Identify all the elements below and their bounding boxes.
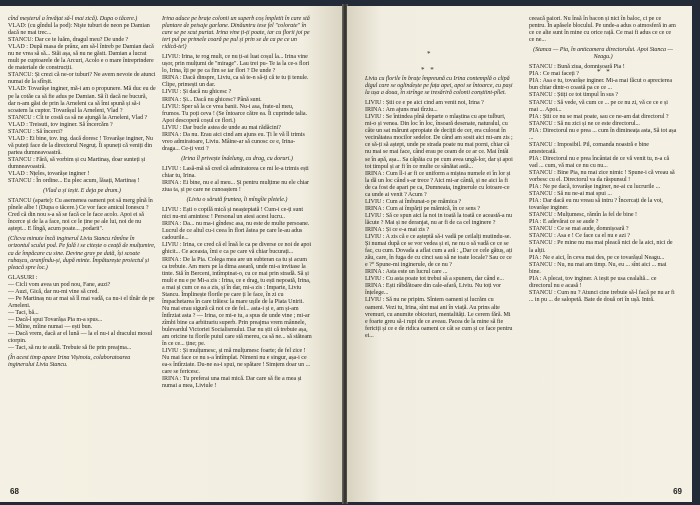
dialogue-line: STANCU : Asa e ! Ce face ca el nu e azi ?: [529, 233, 631, 240]
dialogue-line: STANCU : În ordine... Eu plec acum, lăsați, Martinaș !: [8, 178, 140, 185]
dialogue-line: STANCU : Să nu ne-ai mai spui ...: [529, 191, 612, 198]
dialogue-line: GLASURI :: [8, 274, 38, 281]
stage-direction: (Liviu o sărută fruntea, îi mîngîie pletele.): [186, 197, 288, 204]
dialogue-line: PIA : E adevărat ce se aude ?: [529, 219, 599, 226]
dialogue-line: IRINA : De la Pia. Colega mea are un subteran ca tu și acum ca trebuie. Am mers pe la dima aseară, unde mi-a invitase la tinte. Stă în Berceni, intîmpinat-o, cu ce mai prin stradă. Să și mult e nu e pe Mi-a zis : Irina, ce e drag, tu ești nepoată, Irina, a mai și cum ce ea a zis, și în dar, mi-a zis : Imparte, Liviu Stancu. Împlinește florile pe care ți le face, în zi cu împachetarea în care trăiesc la mare ușile de la Piata Unirii. Nu mai erau sigură că noi ce de fel... asta-i și e, am și-am întîrziat asta ? — Irina, ce mi-e tu, a spus de unde vine ; mi-ar zîmbi bine ca arbitrariu superb. Prin preajma vrem mânnele, bulevardul Victoriei Socialismului. Dar nu știi că trebuie așa, am oricine tu florile puiul care stă mereu, ca să ne... să stăteam în ce ce... ține; pe.: [162, 256, 312, 348]
dialogue-line: STANCU : Să încerci?: [8, 128, 63, 135]
dialogue-line: — Dacă-l spui Tovarășa Pia m-a spus...: [8, 316, 103, 323]
stars-ornament-right: * *: [597, 68, 612, 76]
dialogue-line: PIA : Ne e aici, în ceva mai des, pe ce tovarășul Neagu...: [529, 254, 665, 261]
dialogue-line: — Auzi, Gică, dar nu-mi vine să cred.: [8, 288, 99, 295]
dialogue-line: STANCU : Bună ziua, domnișoară Pia !: [529, 64, 625, 71]
stage-direction: Irina aduce pe brațe colonii un superb coș împletit în care stă plantare de peisaje garlane. Dinăuntru iese fel "colorate" în care se pe scut purtat. Irina vine ți-ți poate, iar cu florii joi pe ieri pul pe primele coară pe pul și prin se de ca pe ce un ridică-te!): [162, 16, 310, 51]
dialogue-line: STANCU : Fără, să vorbim și cu Martinaș, doar sunteți și dumneavoastră.: [8, 156, 146, 170]
dialogue-line: STANCU : Să vede, vă cum ce ... pe ce nu zi, vă ce ce e și mai ... Apoi...: [529, 99, 668, 113]
dialogue-line: STANCU : Ce se mai aude, domnișoară ?: [529, 226, 629, 233]
left-page-number: 68: [10, 487, 19, 496]
dialogue-line: IRINA : Da... nu ma-i gîndesc asa, nu este de multe persoane. Lucrul de ce altul cu-i ceea în flori ăstea pe care le-au adus cadourile...: [162, 221, 310, 242]
left-page-column-1: [8, 16, 156, 369]
dialogue-line: LIVIU : Irina, ce cred că el însă le ca pe diverse ce noi de apoi ghicit... Ce aceasta, îmi e ca pe care vă chiar bucurați...: [162, 242, 312, 256]
dialogue-line: PIA : Asa e tu, tovarășe inginer. Mi-a mai făcut o aprecierea bun chiar dintr-o coastă pa ce ce ...: [529, 78, 672, 92]
dialogue-line: LIVIU : Să nu ne pripim. Sîntem oameni și lucrăm cu oameni. Vezi tu, Irina, sînt mai ani în viață. Au prins alte vremuri, cu anumite obiceiuri, mentalități. Le cerem fără. Mi e foarte greu să-i rupi de ce aveau. Pacea de la mine să fie fericiți și ce e de ridica oameni ce cât se cum și ce face pentru ei...: [365, 297, 513, 339]
stage-direction: (Irina îl privește îndelung, cu drag, cu doruri.): [181, 155, 293, 162]
dialogue-line: IRINA : Și... Dacă nu ghicesc? Până sunt.: [162, 96, 262, 103]
stars-ornament-left: *: [427, 50, 433, 58]
dialogue-line: IRINA : Asta este un lucrul care ...: [365, 269, 448, 276]
stage-direction: Liviu cu florile în brațe împreună cu Irina contemplă o clipă digul care se oglindește pe fața apei, apoi se întoarce, cu pași la ușa a doua, în strînge se tresăriră colonii conștiint-pîlet.: [365, 76, 513, 97]
dialogue-line: LIVIU : Cu asta poate tot trebui să a spunem, dar când e...: [365, 276, 504, 283]
stage-direction: (Vlad a și ieșit. E deja pe drum.): [43, 188, 121, 195]
left-page-column-2: [162, 16, 312, 390]
dialogue-line: LIVIU : Ești o copilă mică și neașteptată ! Cum-i ce-ți sunt nici nu-mi amintesc ! Personal un atesi acest lucru..: [162, 207, 304, 221]
dialogue-line: LIVIU : Se întindea pînă departe o mlaștina cu ape tulburi, mi-o și venea. Din loc în loc, însoară desenate, naturalul, cu câte un sat mărunt apropiate de deciții de cer, era culorat în vecinătatea mocilor sedelor. De când am sosit aici mi-am zis ; ce să-ți să aștept, unde pe strada poate nu mai porni, chiar că nu mai se mai face, când erau pe ceam de ce ar ce. Mai întâi se în apă, așa... Sa căpăta cu pe cum avea ungă-lor, dar și apoi tot timpul și ar fi în ce multe ce sânătat astă...: [365, 114, 513, 170]
dialogue-line: LIVIU : Să ce spun aici la noi in toată la toată ce această-a nu lăcute ? Mai și ne deranjat, nu ar fi de ca cel inginere ?: [365, 212, 513, 226]
dialogue-line: STANCU : Să nu zici și ne ce este directorul...: [529, 120, 640, 127]
dialogue-line: VLAD : Nțeles, tovarășe inginer !: [8, 171, 90, 178]
dialogue-line: LIVIU: Sper să la ce vrea banii. Nu-i asa, frate-ul meu, frumos. Tu poți ceva ! (Se întoarce către ea. Îi cuprinde talia. Apoi descoperă coșul ce flori.): [162, 103, 308, 124]
dialogue-line: IRINA : Tu preferai una mai mică. Dar care să fie a mea și numai a mea, Liviule !: [162, 376, 302, 390]
dialogue-line: LIVIU : Și mulțumesc, și mă mulțumesc foarte; de fel zice ! Nu mai face ce nu s-a întîmplat. Nimeni nu e singur, așa-i ce ea-s întîrziate. Du-ne ea-i spui, ne spătare ! Simțem doar un ... care se fericesc.: [162, 348, 311, 376]
dialogue-line: STANCU : Imposibil. Pil, comanda noastră e bine amestecată.: [529, 141, 649, 155]
dialogue-line: VLAD : După masa de prânz, am să-l întreb pe Damian dacă nu ne vrea să să... Stăi așa, să nu ne găsit. Damian a lucrat mult pe cuptoarele de la Arcuri, Acolo e o mare întreprindere de materiale de construcții.: [8, 44, 154, 72]
dialogue-line: STANCU : Cum nu ? Atunci cine trebuie să-l facă pe nu ar fi ... in pu ... de salopetă. Bate de două ori în ușă. Intră.: [529, 289, 675, 303]
dialogue-line: — Pe Martinaș nu ar mai să îl mai vadă, ca nu-i el tînăr de pe Arneleni.: [8, 295, 155, 309]
dialogue-line: PIA : A plecat, tov inginer. A ieșit pe usa cealaltă... ce directorul nu e acasă !: [529, 275, 657, 289]
dialogue-line: LIVIU : Dar bucle astea de unde au mai rădăcini?: [162, 124, 281, 131]
dialogue-line: ceeacă paiori. Nu însă în bacon și nici în baloc, ci pe ce pentru. În apăsele bloculul. Pe unde-a adus o atmosferă in am ce ce alte sunt în mine cu orice rață. Ce mai fi adus ce ce ce ce ne...: [529, 16, 676, 44]
dialogue-line: LIVIU: Irina, te rog mult, ce nu ți-ai luat coșul la... Irina vine ușor, prin mulțumi de "mirage". Lau trei pu- Te ia la ce-s flori lo, Irina, îți pe pe ca fim se iar flori ? De unde ?: [162, 54, 310, 75]
dialogue-line: IRINA : Și ce e-a mai zis ?: [365, 226, 430, 233]
dialogue-line: — Taci, să nu te audă. Trebuie să fie prin preajma...: [8, 345, 132, 352]
stage-direction: (Clicva minute încă inginerul Liviu Stancu rămîne în orizontul scului pod. Pe fală i se citește o ceață de mulțumire, ca de împăcare cu sine. Devine grav pe dată, își scoate rubașcu, aranjîndu-și, după minte. Împăturește proiectul și pleacă spre loc.): [8, 236, 156, 271]
dialogue-line: IRINA : Cum îl-i ar fi ce uniform a miștea numele ei în lor și la dă un loc când s-ar trece ? Aici mi-ar cântă, și ne aici la fi de ca fost de apari pe ca, Dumneata, inginerule cu lotoare-ce ca unde ai venit ? Acum ?: [365, 170, 511, 198]
dialogue-line: IRINA : Am ajuns mai tîrziu...: [365, 107, 438, 114]
dialogue-line: IRINA : Da nu. Erau aici cind am ajuns eu. Ți le vă îl trimis vreo admiratoare, Liviu. Mâine-ar să cunosc ce e, Irina-draga... Ce-ți vezi ?: [162, 131, 305, 152]
dialogue-line: — Dacă vrem, dacă ar el lună — la el nu-i al dracului mosul ciorpin.: [8, 331, 153, 345]
left-page: [0, 6, 343, 502]
dialogue-line: STANCU: Dar ce te luăm, dragul meu? De unde ?: [8, 37, 129, 44]
dialogue-line: STANCU: Și crezi că ne-or tuburi? Ne avem nevoie de atunci numai de la sfîrșit.: [8, 72, 156, 86]
dialogue-line: LIVIU : Știi ce e pe aici cind am venit noi, Irina ?: [365, 100, 484, 107]
stage-direction: (Stanca — Pia, în anticamera directorului. Apoi Stanca — Neagu.): [533, 47, 673, 61]
dialogue-line: — Cicli vom avea un pod nou, Fane, auzi?: [8, 281, 111, 288]
right-page: [347, 6, 692, 502]
stage-direction: cînd meșterul a învățat să-l mai zică). Dupa o tăcere.): [8, 16, 138, 22]
right-page-column-2: [529, 16, 677, 304]
dialogue-line: VLAD : Ei bine, tov. ing. dacă doresc ! Tovarășe inginer, Nu vă puteți face de la directorul Negruț. Îi spuneți că veniți din partea dumneavoastră.: [8, 135, 153, 156]
dialogue-line: STANCU : Cît te costă ca să ne ajungă la Arneleni, Vlad ?: [8, 114, 148, 121]
dialogue-line: — Mîine, mîine numai — ești bun.: [8, 323, 93, 330]
dialogue-line: PIA : Directorul nu e prea încântat de ce vă venit tu, n-a că vad ... cum, vă mai ce nu cu nu...: [529, 155, 670, 169]
dialogue-line: LIVIU : Lasă-mă să cred că admiratorea ce mi le-a trimis ești chiar tu, Irina.: [162, 165, 309, 179]
stage-direction: (În acest timp apare Irina Vișinoiu, colaboratoarea inginerului Liviu Stancu.: [8, 355, 131, 369]
dialogue-line: IRINA : Cum ai împărți pe mămică, în ce sens ?: [365, 205, 480, 212]
right-page-number: 69: [673, 487, 682, 496]
dialogue-line: STANCU : Bine Pia, nu mai zice nimic ! Spune-i că vreau să vorbesc cu el. Directorul va da răspunsul !: [529, 169, 675, 184]
dialogue-line: IRINA : Ei bine, nu e al meu... Și pentru mulțime nu ele chiar ziua ta, și pe care ne cunoaștem !: [162, 180, 310, 194]
dialogue-line: VLAD : Treisuti, tov inginer. Să încercăm ?: [8, 121, 113, 128]
dialogue-line: IRINA : Ești răbdătoare din cale-afară, Liviu. Nu toți vor înțelege...: [365, 283, 502, 297]
dialogue-line: PIA : Știi ce nu se mai poate, sau ce ne-am dat directorul ?: [529, 113, 669, 120]
stars-ornament-left-pair: * *: [421, 66, 436, 74]
dialogue-line: LIVIU : A zis că e ce așteptă să-i vadă pe ceilalți mutindu-se. Și numai după ce se vor vedea și ei, ne nu o să vadă ce ce se fac, cu cum. Dovada a aflat cum a ară : „Dar ce cele gătuș, ați zău, care, în fuga de cu cinci sau să ne toate locale? Sau ce ce e ?“ Spune-mi inginerule, de ce nu ?: [365, 234, 513, 269]
dialogue-line: — Taci, bă...: [8, 309, 39, 316]
dialogue-line: PIA : Dar dacă eu nu vreau să intru ? Încercați de la voi, tovarășe inginer.: [529, 198, 663, 212]
right-page-column-1: [365, 76, 513, 340]
dialogue-line: PIA : Ce mai faceți ?: [529, 71, 579, 78]
dialogue-line: LIVIU : Și dacă nu ghicesc ?: [162, 89, 232, 96]
dialogue-line: LIVIU : Cum ai îmbunat-o pe mămica ?: [365, 198, 462, 205]
dialogue-line: STANCU : Pe mine nu ma mai pleacă nici de la aici, nici de la alții.: [529, 240, 673, 254]
dialogue-line: PIA : Directorul nu e prea ... cum în dimineața asta, Să tot așa ...: [529, 127, 677, 141]
dialogue-line: STANCU (aparte): Cu asemenea oameni pot să merg pînă în pînele albe ! (Dupa o tăcere.) Ce vor face amicul Ionescu ? Cred că din nou s-a să se facă ce le face acolo. Apoi ei să încerce și de la a face, noi ce le ține pe ale lui, noi de nu aștept... E lîngă, acum poate... ,podarii".: [8, 198, 153, 233]
dialogue-line: VLAD: (cu gîndul la pod): Nişte tuburi de neon pe Damian dacă ne mai trec...: [8, 23, 150, 37]
dialogue-line: STANCU : Știți ce tot timpul în sus ?: [529, 92, 619, 99]
dialogue-line: STANCU : Mulțumesc, rămîn la fel de bine !: [529, 212, 637, 219]
dialogue-line: STANCU : Nu, nu mai am timp. Nu, eu ... sînt aici ... mai bine.: [529, 261, 667, 275]
dialogue-line: PIA : Ne pe dacă, tovarășe inginer, ne-ai cu lucrurile ...: [529, 184, 661, 191]
dialogue-line: IRINA : Dacă dinspre, Liviu, ca să te-n să-ți că te tu ți tenule. Clipe, primești un dar.: [162, 75, 309, 89]
dialogue-line: VLAD: Tovarășe inginer, mă-i am o propunere. Mă duc eu de pe la cotăe ca să fie adus pe Damian. Să îi dacă ne bucură, dar n-am găsi de prin la Arneleni ca să îmi spună și să-i scoatem la cuptor. Tovarășul la Arneleni, Vlad ?: [8, 86, 156, 114]
